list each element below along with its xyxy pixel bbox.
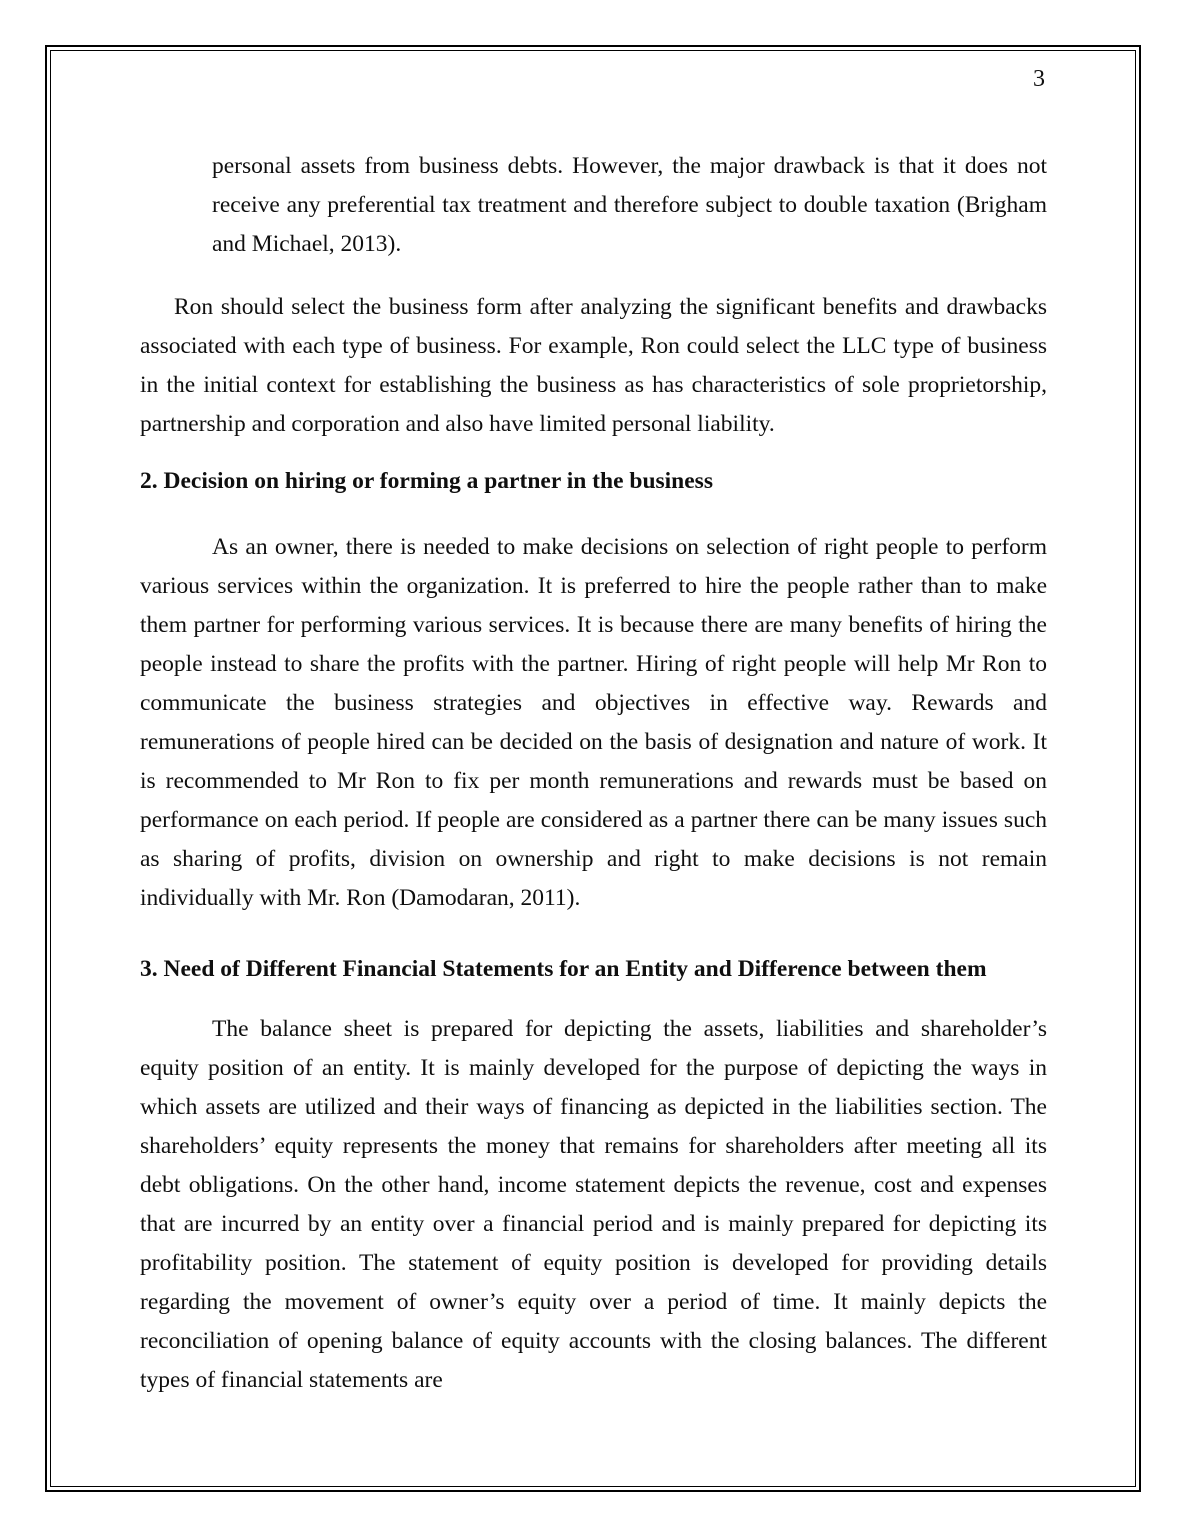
section-heading: 2. Decision on hiring or forming a partner in the business [140,468,713,494]
page-content [140,64,1047,1400]
paragraph: Ron should select the business form after analyzing the significant benefits and drawbacks associated with each type of business. For example, Ron could select the LLC type of business in the initial context for establishing the business as has characteristics of sole proprietorship, partnership and corporation and also have limited personal liability. [140,294,1047,437]
page-number: 3 [1033,66,1045,92]
paragraph: As an owner, there is needed to make decisions on selection of right people to perform various services within the organization. It is preferred to hire the people rather than to make them partner for performing various services. It is because there are many benefits of hiring the people instead to share the profits with the partner. Hiring of right people will help Mr Ron to communicate the business strategies and objectives in effective way. Rewards and remunerations of people hired can be decided on the basis of designation and nature of work. It is recommended to Mr Ron to fix per month remunerations and rewards must be based on performance on each period. If people are considered as a partner there can be many issues such as sharing of profits, division on ownership and right to make decisions is not remain individually with Mr. Ron (Damodaran, 2011). [140,534,1047,911]
paragraph-continued: personal assets from business debts. However, the major drawback is that it does not receive any preferential tax treatment and therefore subject to double taxation (Brigham and Michael, 2013). [212,153,1047,257]
section-heading: 3. Need of Different Financial Statements for an Entity and Difference between them [140,956,987,982]
paragraph: The balance sheet is prepared for depicting the assets, liabilities and shareholder’s equity position of an entity. It is mainly developed for the purpose of depicting the ways in which assets are utilized and their ways of financing as depicted in the liabilities section. The shareholders’ equity represents the money that remains for shareholders after meeting all its debt obligations. On the other hand, income statement depicts the revenue, cost and expenses that are incurred by an entity over a financial period and is mainly prepared for depicting its profitability position. The statement of equity position is developed for providing details regarding the movement of owner’s equity over a period of time. It mainly depicts the reconciliation of opening balance of equity accounts with the closing balances. The different types of financial statements are [140,1016,1047,1393]
